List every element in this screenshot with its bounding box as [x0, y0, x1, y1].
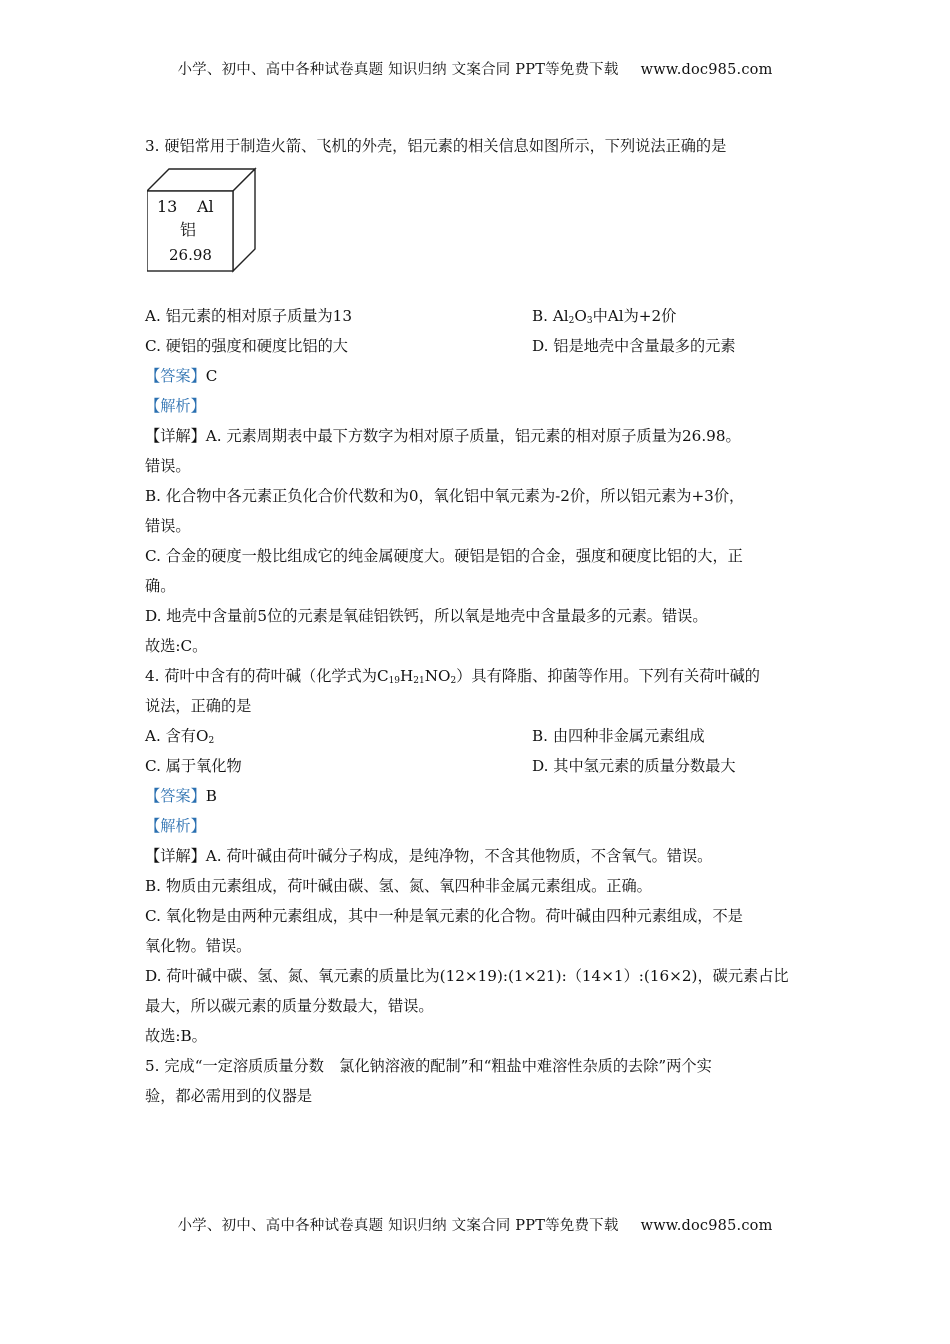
page-footer	[0, 1214, 950, 1235]
q4-detail-b: B. 物质由元素组成，荷叶碱由碳、氢、氮、氧四种非金属元素组成。正确。	[145, 877, 652, 895]
q3-stem: 3. 硬铝常用于制造火箭、飞机的外壳，铝元素的相关信息如图所示，下列说法正确的是	[145, 137, 727, 155]
element-cube-icon	[147, 167, 259, 275]
answer-value: C	[205, 367, 218, 385]
q3-detail-d: D. 地壳中含量前5位的元素是氧硅铝铁钙，所以氧是地壳中含量最多的元素。错误。	[145, 607, 708, 625]
q4-option-a: A. 含有$O_2$	[145, 727, 215, 746]
answer-tag: 【答案】	[145, 787, 206, 805]
footer-url[interactable]: www.doc985.com	[640, 1218, 773, 1234]
q3-option-c: C. 硬铝的强度和硬度比铝的大	[145, 337, 348, 355]
aluminum-element-cube-figure	[145, 161, 810, 301]
q4-detail-d-cont: 最大，所以碳元素的质量分数最大，错误。	[145, 997, 434, 1015]
q3-options-row-1	[145, 301, 810, 331]
header-url[interactable]: www.doc985.com	[640, 62, 773, 78]
q4-options-row-2	[145, 751, 810, 781]
element-mass: 26.98	[169, 246, 212, 264]
footer-text: 小学、初中、高中各种试卷真题 知识归纳 文案合同 PPT等免费下载	[177, 1218, 619, 1234]
q4-analysis-tag: 【解析】	[145, 817, 206, 835]
q3-options-row-2	[145, 331, 810, 361]
q3-detail-c-cont: 确。	[145, 577, 176, 595]
q3-detail-c: C. 合金的硬度一般比组成它的纯金属硬度大。硬铝是铝的合金，强度和硬度比铝的大，正	[145, 547, 743, 565]
element-symbol: Al	[197, 197, 214, 216]
q3-choice: 故选:C。	[145, 637, 208, 655]
q4-options-row-1	[145, 721, 810, 751]
q3-detail-a: 【详解】A. 元素周期表中最下方数字为相对原子质量，铝元素的相对原子质量为26.98。	[145, 427, 741, 445]
q5-stem-cont: 验，都必需用到的仪器是	[145, 1087, 313, 1105]
q3-analysis-tag: 【解析】	[145, 397, 206, 415]
q4-stem-cont: 说法，正确的是	[145, 697, 252, 715]
q4-choice: 故选:B。	[145, 1027, 207, 1045]
answer-tag: 【答案】	[145, 367, 206, 385]
q4-detail-c-cont: 氧化物。错误。	[145, 937, 252, 955]
q5-stem: 5. 完成“一定溶质质量分数 氯化钠溶液的配制”和“粗盐中难溶性杂质的去除”两个实	[145, 1057, 712, 1075]
q3-option-d: D. 铝是地壳中含量最多的元素	[532, 337, 736, 355]
q4-detail-a: 【详解】A. 荷叶碱由荷叶碱分子构成，是纯净物，不含其他物质，不含氧气。错误。	[145, 847, 713, 865]
q3-detail-b-cont: 错误。	[145, 517, 191, 535]
header-text: 小学、初中、高中各种试卷真题 知识归纳 文案合同 PPT等免费下载	[177, 62, 619, 78]
q3-option-a: A. 铝元素的相对原子质量为13	[145, 307, 353, 325]
q4-option-b: B. 由四种非金属元素组成	[532, 727, 705, 745]
page-header	[0, 58, 950, 79]
q3-detail-a-cont: 错误。	[145, 457, 191, 475]
q3-answer	[145, 361, 810, 391]
detail-tag: 【详解】	[145, 427, 206, 445]
q4-detail-c: C. 氧化物是由两种元素组成，其中一种是氧元素的化合物。荷叶碱由四种元素组成，不是	[145, 907, 743, 925]
q4-option-c: C. 属于氧化物	[145, 757, 242, 775]
q4-option-d: D. 其中氢元素的质量分数最大	[532, 757, 736, 775]
q3-option-b: B. $Al_2O_3$中Al为+2价	[532, 307, 677, 326]
page-content	[145, 131, 810, 1111]
answer-value: B	[205, 787, 217, 805]
element-number: 13	[157, 197, 178, 216]
q4-answer	[145, 781, 810, 811]
q4-detail-d: D. 荷叶碱中碳、氢、氮、氧元素的质量比为(12×19):(1×21):（14×1）:(16×2)，碳元素占比	[145, 967, 789, 985]
q3-detail-b: B. 化合物中各元素正负化合价代数和为0，氧化铝中氧元素为-2价，所以铝元素为+3价，	[145, 487, 745, 505]
q4-stem: 4. 荷叶中含有的荷叶碱（化学式为$C_{19}H_{21}NO_2$）具有降脂、抑菌等作用。下列有关荷叶碱的	[145, 667, 760, 686]
detail-tag: 【详解】	[145, 847, 206, 865]
element-name: 铝	[180, 220, 197, 239]
